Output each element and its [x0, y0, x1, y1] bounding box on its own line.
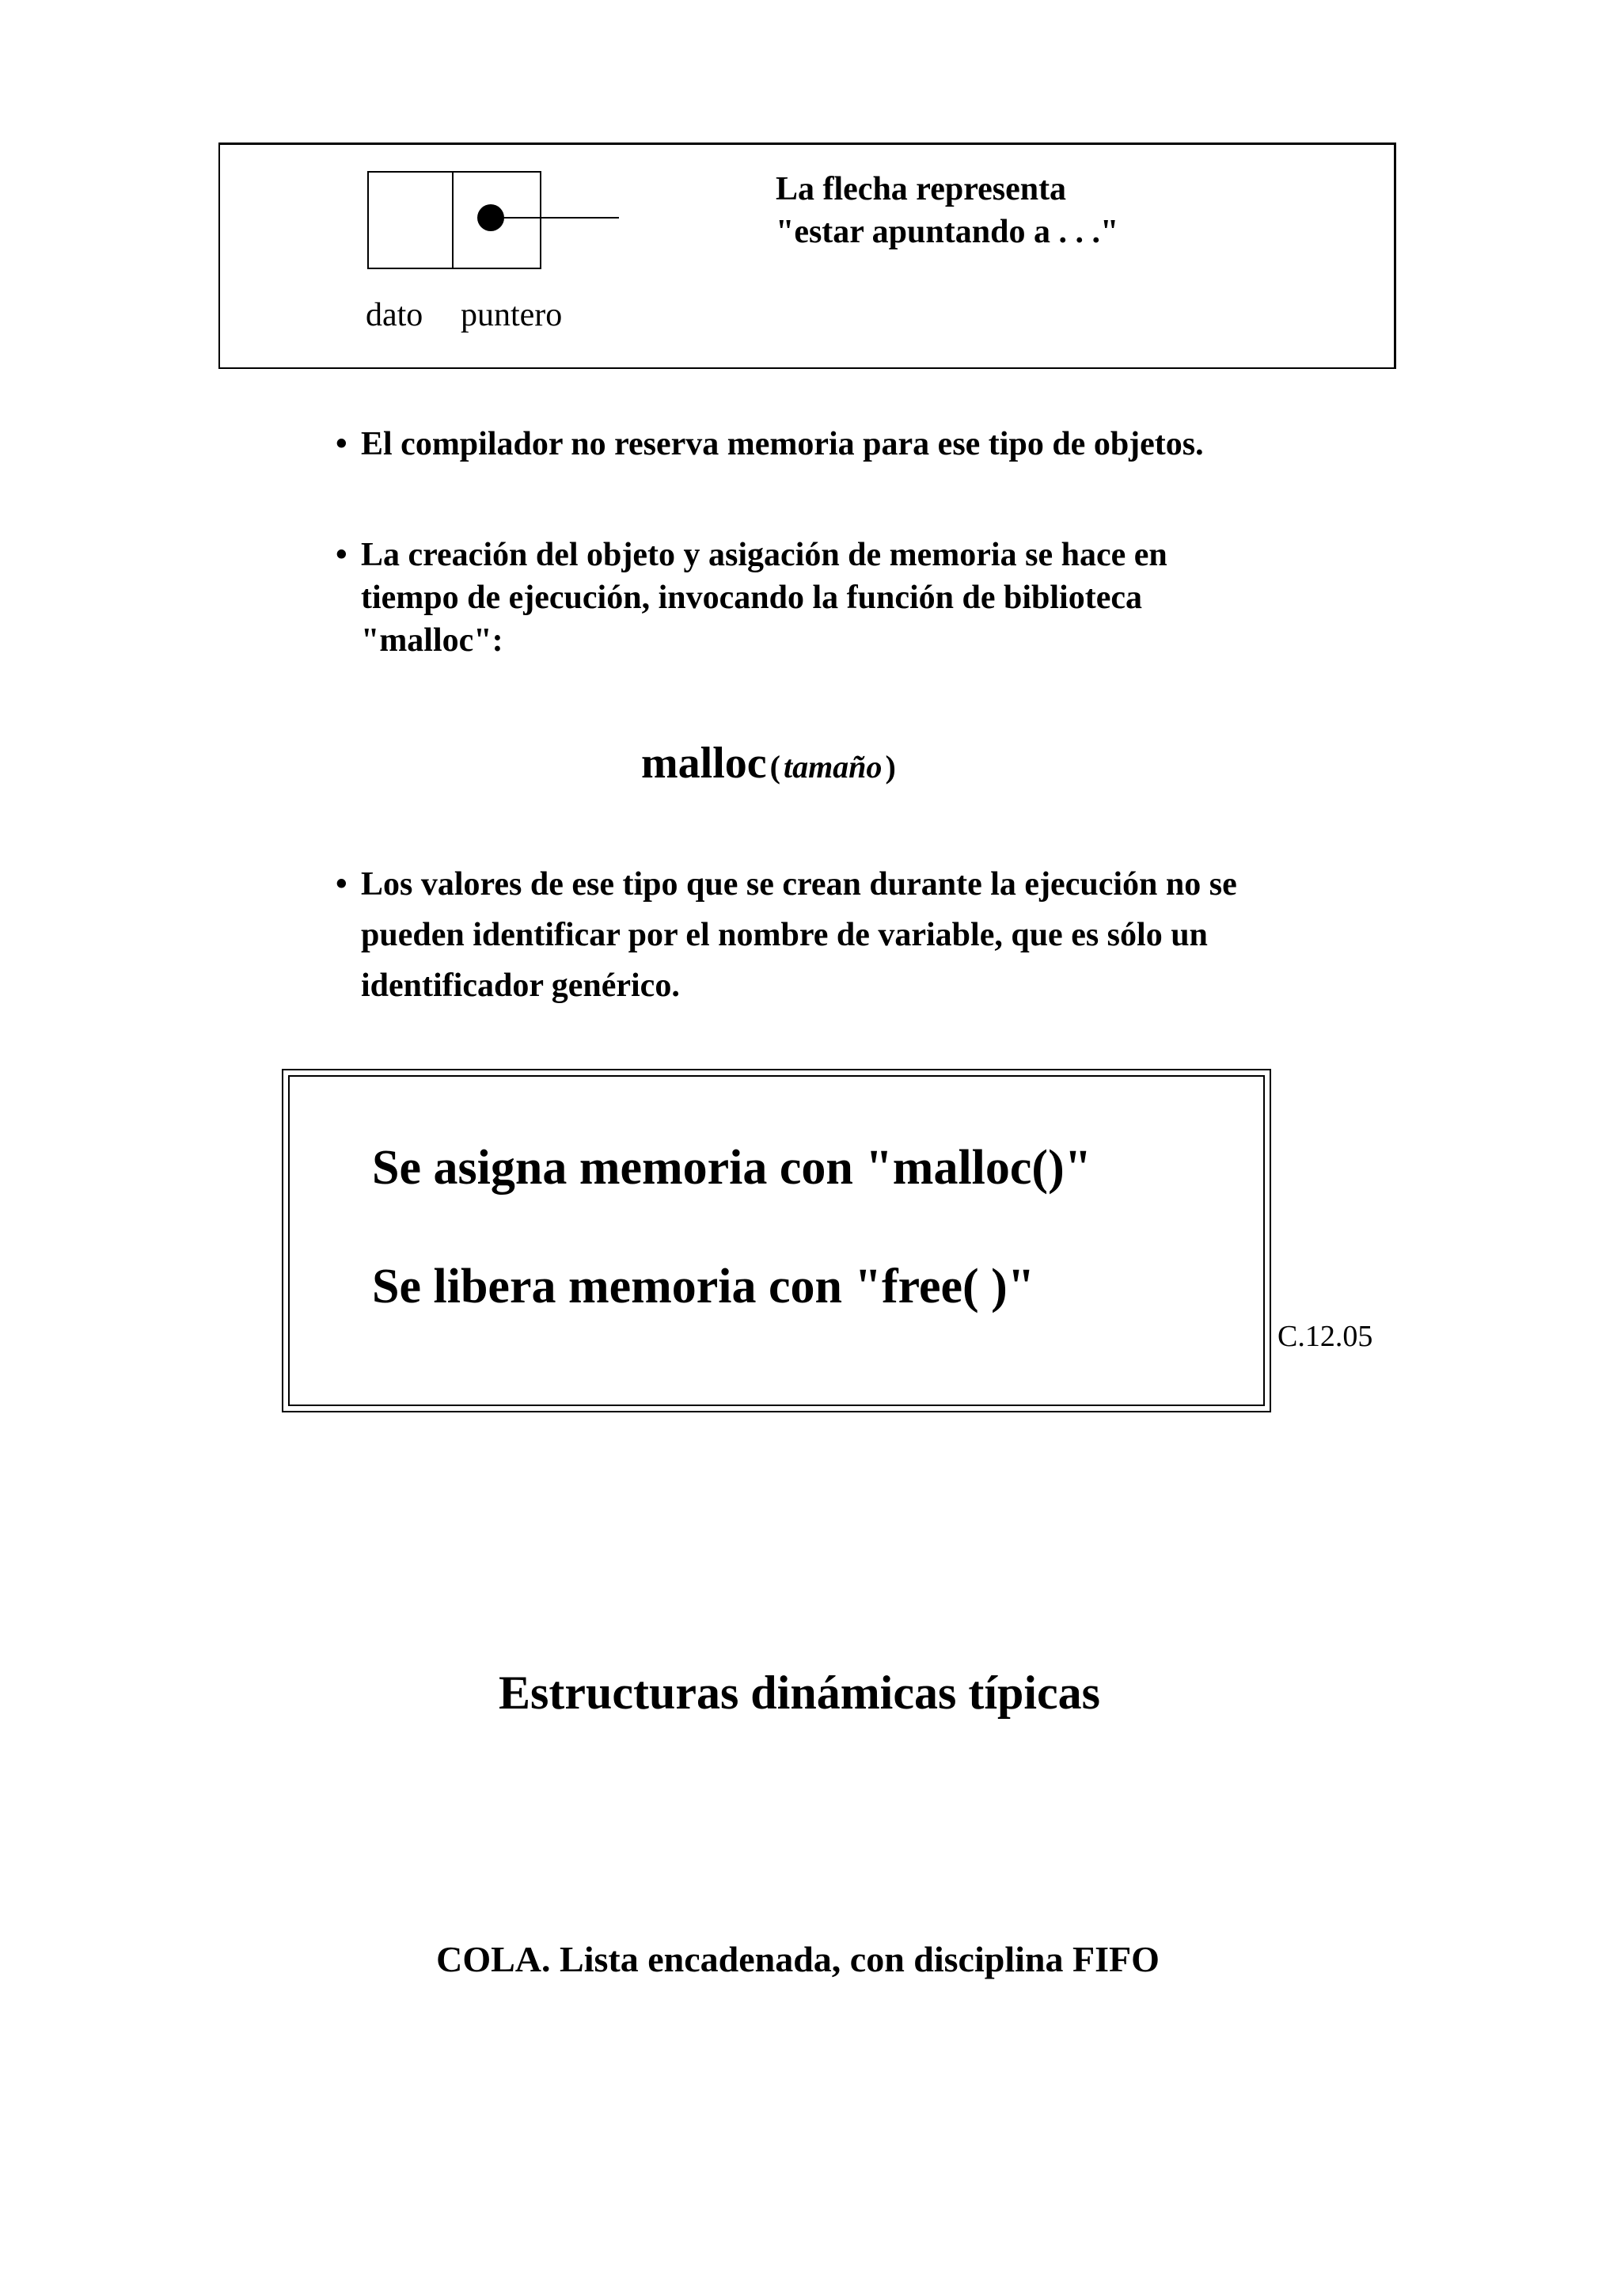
bullet-3-line-3: identificador genérico. [361, 967, 680, 1004]
diagram-note-line-1: La flecha representa [776, 171, 1067, 207]
formula-close-paren: ) [885, 749, 896, 785]
memory-box-line-2: Se libera memoria con "free( )" [372, 1260, 1035, 1313]
formula-function-name: malloc [641, 739, 767, 788]
bullet-3-line-2: pueden identificar por el nombre de variable, que es sólo un [361, 917, 1208, 953]
section-title: Estructuras dinámicas típicas [498, 1667, 1101, 1719]
label-dato: dato [366, 297, 423, 333]
slide-code: C.12.05 [1277, 1320, 1373, 1353]
bullet-dot-icon: • [336, 426, 347, 462]
malloc-formula [641, 738, 896, 789]
bullet-2-line-1: La creación del objeto y asigación de memoria se hace en [361, 537, 1167, 573]
list-node-box [367, 171, 541, 269]
memory-box-inner-frame [288, 1075, 1265, 1406]
node-divider [452, 171, 454, 269]
bullet-dot-icon: • [336, 866, 347, 903]
bullet-dot-icon: • [336, 537, 347, 573]
bullet-item-1 [336, 423, 1204, 466]
formula-argument: tamaño [783, 749, 883, 785]
bullet-2-line-3: "malloc": [361, 622, 503, 659]
bullet-item-2 [336, 534, 1167, 576]
subsection-title: COLA. Lista encadenada, con disciplina FIFO [436, 1939, 1160, 1979]
memory-box-line-1: Se asigna memoria con "malloc()" [372, 1141, 1092, 1195]
diagram-note-line-2: "estar apuntando a . . ." [776, 214, 1119, 250]
label-puntero: puntero [461, 297, 563, 333]
bullet-3-line-1: Los valores de ese tipo que se crean durante la ejecución no se [361, 866, 1237, 903]
pointer-arrow-line [500, 217, 619, 219]
bullet-item-3 [336, 863, 1237, 906]
bullet-1-line-1: El compilador no reserva memoria para ese tipo de objetos. [361, 426, 1204, 462]
bullet-2-line-2: tiempo de ejecución, invocando la función de biblioteca [361, 580, 1142, 616]
formula-open-paren: ( [769, 749, 780, 785]
